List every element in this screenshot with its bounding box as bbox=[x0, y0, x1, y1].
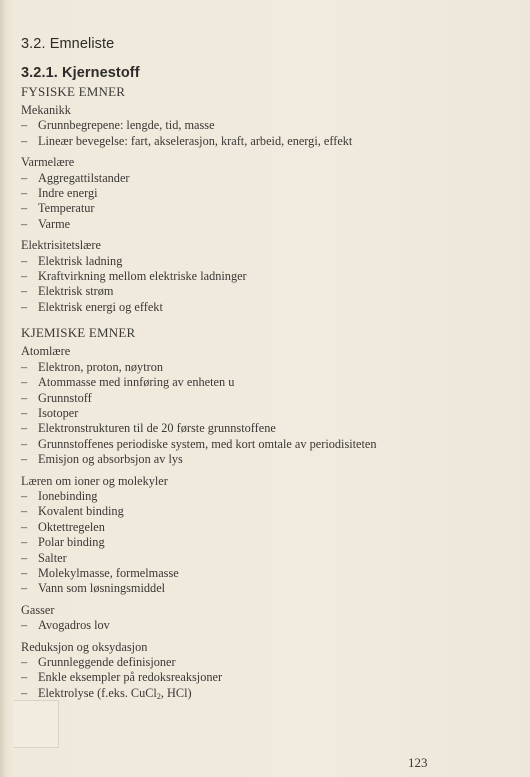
list-dash: – bbox=[21, 170, 28, 185]
topic-group-atomlaere bbox=[21, 344, 501, 467]
formula-subscript: 2 bbox=[156, 691, 161, 701]
topic-list bbox=[21, 118, 501, 149]
topic-list bbox=[21, 254, 501, 316]
list-dash: – bbox=[21, 359, 28, 374]
chemistry-category-title: KJEMISKE EMNER bbox=[21, 325, 136, 341]
group-title: Atomlære bbox=[21, 344, 71, 359]
list-item: – Lineær bevegelse: fart, akselerasjon, kraft, arbeid, energi, effekt bbox=[21, 133, 353, 148]
list-item: – Elektronstrukturen til de 20 første grunnstoffene bbox=[21, 421, 276, 436]
list-dash: – bbox=[21, 581, 28, 596]
list-dash: – bbox=[21, 253, 28, 268]
list-item: – Vann som løsningsmiddel bbox=[21, 581, 166, 596]
list-dash: – bbox=[21, 565, 28, 580]
list-dash: – bbox=[21, 390, 28, 405]
list-dash: – bbox=[21, 284, 28, 299]
section-title: Emneliste bbox=[49, 36, 115, 52]
list-dash: – bbox=[21, 299, 28, 314]
list-item: – Elektron, proton, nøytron bbox=[21, 359, 163, 374]
page-spine-shadow bbox=[0, 0, 6, 777]
topic-list bbox=[21, 618, 501, 633]
group-title: Varmelære bbox=[21, 155, 75, 170]
group-title: Elektrisitetslære bbox=[21, 238, 101, 253]
topic-group-mekanikk bbox=[21, 103, 501, 149]
list-dash: – bbox=[21, 375, 28, 390]
list-item: – Temperatur bbox=[21, 201, 95, 216]
list-item: – Indre energi bbox=[21, 186, 98, 201]
topic-group-varmelaere bbox=[21, 155, 501, 232]
list-dash: – bbox=[21, 421, 28, 436]
topic-list bbox=[21, 360, 501, 468]
list-item: – Elektrisk ladning bbox=[21, 253, 123, 268]
list-dash: – bbox=[21, 133, 28, 148]
list-dash: – bbox=[21, 535, 28, 550]
group-title: Reduksjon og oksydasjon bbox=[21, 639, 148, 654]
list-item: – Kovalent binding bbox=[21, 504, 124, 519]
list-dash: – bbox=[21, 504, 28, 519]
physics-category-title: FYSISKE EMNER bbox=[21, 84, 126, 99]
list-dash: – bbox=[21, 670, 28, 685]
list-item: – Emisjon og absorbsjon av lys bbox=[21, 452, 183, 467]
topic-group-redoks bbox=[21, 640, 501, 702]
list-item: – Molekylmasse, formelmasse bbox=[21, 565, 179, 580]
group-title: Mekanikk bbox=[21, 103, 71, 117]
topic-list bbox=[21, 171, 501, 233]
subsection-heading bbox=[21, 63, 501, 83]
scan-corner-mark bbox=[14, 700, 59, 748]
list-item: – Elektrisk strøm bbox=[21, 284, 114, 299]
list-item: – Grunnstoff bbox=[21, 390, 92, 405]
list-dash: – bbox=[21, 550, 28, 565]
list-item: – Grunnstoffenes periodiske system, med kort omtale av periodisiteten bbox=[21, 436, 377, 451]
list-dash: – bbox=[21, 201, 28, 216]
list-dash: – bbox=[21, 269, 28, 284]
list-item: – Aggregattilstander bbox=[21, 170, 130, 185]
list-item: – Isotoper bbox=[21, 405, 79, 420]
topic-group-ioner-molekyler bbox=[21, 474, 501, 597]
section-heading bbox=[21, 34, 501, 54]
page-number: 123 bbox=[408, 755, 428, 770]
list-item: – Elektrolyse (f.eks. CuCl$_2$, HCl) bbox=[21, 685, 192, 701]
list-dash: – bbox=[21, 488, 28, 503]
subsection-title: Kjernestoff bbox=[62, 65, 140, 81]
list-item: – Varme bbox=[21, 216, 71, 231]
topic-group-elektrisitetslaere bbox=[21, 238, 501, 315]
list-dash: – bbox=[21, 618, 28, 633]
list-item: – Avogadros lov bbox=[21, 618, 110, 633]
section-number: 3.2. bbox=[21, 36, 46, 52]
list-item: – Elektrisk energi og effekt bbox=[21, 299, 163, 314]
subsection-number: 3.2.1. bbox=[21, 65, 58, 81]
list-item: – Polar binding bbox=[21, 535, 105, 550]
list-dash: – bbox=[21, 436, 28, 451]
list-item: – Atommasse med innføring av enheten u bbox=[21, 375, 235, 390]
list-dash: – bbox=[21, 118, 28, 133]
list-item: – Salter bbox=[21, 550, 67, 565]
list-item: – Grunnleggende definisjoner bbox=[21, 655, 176, 669]
list-dash: – bbox=[21, 405, 28, 420]
list-item: – Grunnbegrepene: lengde, tid, masse bbox=[21, 118, 215, 133]
topic-group-gasser bbox=[21, 603, 501, 634]
topic-list bbox=[21, 655, 501, 701]
list-item: – Oktettregelen bbox=[21, 519, 105, 534]
topic-list bbox=[21, 489, 501, 597]
list-dash: – bbox=[21, 685, 28, 700]
list-dash: – bbox=[21, 519, 28, 534]
list-dash: – bbox=[21, 216, 28, 231]
group-title: Læren om ioner og molekyler bbox=[21, 473, 168, 488]
list-dash: – bbox=[21, 452, 28, 467]
list-item: – Enkle eksempler på redoksreaksjoner bbox=[21, 670, 223, 685]
list-dash: – bbox=[21, 655, 28, 669]
group-title: Gasser bbox=[21, 602, 55, 617]
list-item: – Kraftvirkning mellom elektriske ladninger bbox=[21, 269, 247, 284]
list-dash: – bbox=[21, 186, 28, 201]
list-item: – Ionebinding bbox=[21, 488, 98, 503]
page-content bbox=[21, 34, 501, 701]
